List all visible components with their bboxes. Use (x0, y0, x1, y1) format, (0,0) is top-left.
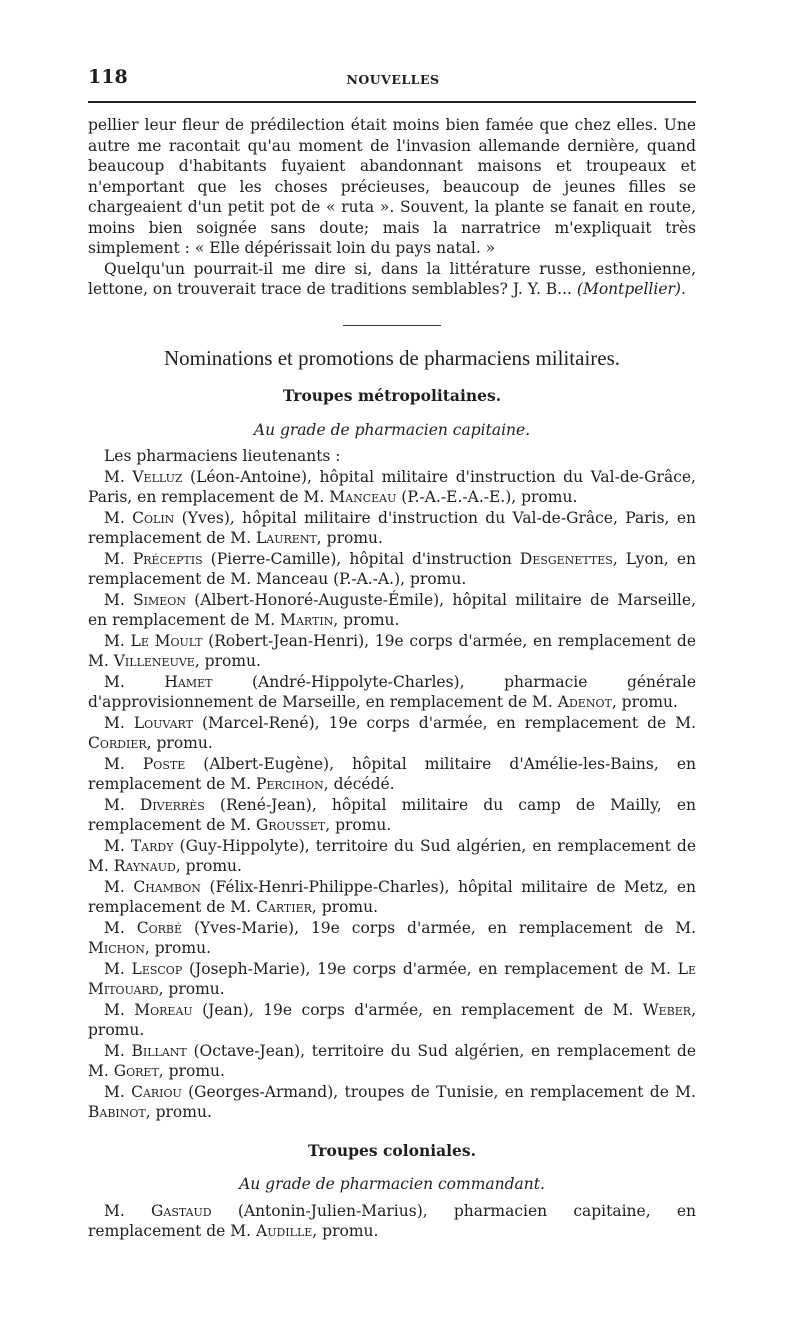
honorific: M. (104, 631, 131, 650)
nomination-details: (Yves-Marie), 19e corps d'armée, en remplacement de M. (182, 918, 696, 937)
intro-paragraph: pellier leur fleur de prédilection était moins bien famée que chez elles. Une autre me racontait qu'au moment de l'invasion allemande dernière, quand beaucoup d'habitants fuyaient abandonnant maisons et troupeaux et n'emportant que les choses précieuses, beaucoup de jeunes filles se chargeaient d'un petit pot de « ruta ». Souvent, la plante se fanait en route, moins bien soignée sans doute; mais la narratrice m'expliquait très simplement : « Elle dépérissait loin du pays natal. » (88, 116, 696, 257)
page-body (88, 115, 696, 1242)
header-rule (88, 101, 696, 103)
nomination-details: (Georges-Armand), troupes de Tunisie, en remplacement de M. (181, 1082, 696, 1101)
replaced-name: Weber (642, 1000, 692, 1019)
nomination-status: , promu. (611, 693, 678, 711)
nomination-status: , promu. (312, 1222, 379, 1240)
nomination-details: (Félix-Henri-Philippe-Charles), hôpital militaire de Metz, en remplacement de M. (88, 877, 696, 916)
nomination-status: , promu. (333, 611, 400, 629)
nomination-details: (Guy-Hippolyte), territoire du Sud algérien, en remplacement de M. (88, 836, 696, 875)
honorific: M. (104, 754, 143, 773)
pharmacist-name: Lescop (131, 959, 183, 978)
nomination-status: , promu. (145, 1103, 212, 1121)
nomination-status: , promu. (146, 734, 213, 752)
nomination-status: , décédé. (323, 775, 395, 793)
nomination-entry (88, 713, 696, 754)
replaced-name: Manceau (329, 488, 397, 506)
replaced-name: Raynaud (113, 857, 176, 875)
nomination-details: (Antonin-Julien-Marius), pharmacien capitaine, en remplacement de M. (88, 1201, 696, 1240)
pharmacist-name: Gastaud (151, 1201, 212, 1220)
pharmacist-name: Moreau (134, 1000, 193, 1019)
replaced-name: Desgenettes (519, 549, 613, 568)
running-title: NOUVELLES (346, 72, 440, 87)
nomination-details: (Octave-Jean), territoire du Sud algérien, en remplacement de M. (88, 1041, 696, 1080)
replaced-name: Villeneuve (113, 652, 195, 670)
replaced-name: Babinot (88, 1103, 146, 1121)
pharmacist-name: Corbé (136, 918, 183, 937)
pharmacist-name: Velluz (132, 467, 183, 486)
pharmacist-name: Chambon (133, 877, 201, 896)
spacer (88, 1123, 696, 1141)
replaced-name: Le Mitouard (88, 959, 696, 998)
nomination-status: , promu. (144, 939, 211, 957)
replaced-name: Laurent (256, 529, 317, 547)
nomination-status: , promu. (316, 529, 383, 547)
nomination-entry (88, 918, 696, 959)
nomination-entry (88, 877, 696, 918)
query-text: Quelqu'un pourrait-il me dire si, dans la littérature russe, esthonienne, lettone, on trouverait trace de traditions semblables? (88, 259, 696, 298)
replaced-name: Michon (88, 939, 145, 957)
pharmacist-name: Hamet (164, 672, 213, 691)
honorific: M. (104, 508, 133, 527)
nomination-status: , promu. (175, 857, 242, 875)
lead-text: Les pharmaciens lieutenants : (104, 447, 341, 465)
nomination-details: (Albert-Honoré-Auguste-Émile), hôpital militaire de Marseille, en remplacement de M. (88, 590, 696, 629)
replaced-name: Cartier (256, 898, 312, 916)
nominations-list (88, 467, 696, 1123)
nomination-entry (88, 1082, 696, 1123)
replaced-name: Martin (280, 611, 334, 629)
replaced-name: Audille (256, 1222, 313, 1240)
honorific: M. (104, 1201, 151, 1220)
honorific: M. (104, 959, 132, 978)
grade-heading-captain: Au grade de pharmacien capitaine. (253, 420, 531, 439)
colonial-list (88, 1201, 696, 1242)
honorific: M. (104, 549, 133, 568)
replaced-name: Cordier (88, 734, 147, 752)
nomination-entry (88, 836, 696, 877)
article-title: Nominations et promotions de pharmaciens militaires. (163, 345, 621, 370)
pharmacist-name: Le Moult (130, 631, 203, 650)
pharmacist-name: Tardy (130, 836, 174, 855)
replaced-name: Grousset (256, 816, 326, 834)
nomination-status: , promu. (158, 980, 225, 998)
pharmacist-name: Billant (131, 1041, 187, 1060)
nomination-entry (88, 631, 696, 672)
nomination-details: (Léon-Antoine), hôpital militaire d'instruction du Val-de-Grâce, Paris, en remplacement de M. (88, 467, 696, 506)
nomination-details: (Albert-Eugène), hôpital militaire d'Amélie-les-Bains, en remplacement de M. (88, 754, 696, 793)
pharmacist-name: Louvart (133, 713, 193, 732)
honorific: M. (104, 1000, 135, 1019)
section-heading-metropolitan: Troupes métropolitaines. (282, 386, 502, 405)
section-separator (343, 325, 441, 326)
honorific: M. (104, 1041, 132, 1060)
nomination-status: , promu. (325, 816, 392, 834)
nomination-details: (Jean), 19e corps d'armée, en remplacement de M. (192, 1000, 643, 1019)
pharmacist-name: Simeon (133, 590, 186, 609)
nomination-entry (88, 1000, 696, 1041)
author-place: (Montpellier). (576, 280, 686, 298)
pharmacist-name: Préceptis (132, 549, 203, 568)
honorific: M. (104, 1082, 132, 1101)
nomination-details: (René-Jean), hôpital militaire du camp de Mailly, en remplacement de M. (88, 795, 696, 834)
pharmacist-name: Diverrès (139, 795, 205, 814)
honorific: M. (104, 713, 134, 732)
nomination-entry (88, 959, 696, 1000)
replaced-name: Goret (113, 1062, 159, 1080)
honorific: M. (104, 918, 137, 937)
nomination-details: (Marcel-René), 19e corps d'armée, en remplacement de M. (192, 713, 696, 732)
honorific: M. (104, 836, 131, 855)
honorific: M. (104, 590, 134, 609)
honorific: M. (104, 795, 140, 814)
nomination-details: (André-Hippolyte-Charles), pharmacie générale d'approvisionnement de Marseille, en remplacement de M. (88, 672, 696, 711)
nomination-entry (88, 754, 696, 795)
pharmacist-name: Poste (142, 754, 186, 773)
nomination-entry (88, 672, 696, 713)
nomination-details: (Joseph-Marie), 19e corps d'armée, en remplacement de M. (182, 959, 678, 978)
nomination-entry (88, 1041, 696, 1082)
pharmacist-name: Cariou (131, 1082, 182, 1101)
nomination-status: , Lyon, en remplacement de M. Manceau (P.-A.-A.), promu. (88, 549, 696, 588)
section-heading-colonial: Troupes coloniales. (307, 1140, 477, 1160)
honorific: M. (104, 467, 133, 486)
author-signature: J. Y. B... (512, 280, 572, 298)
nomination-details: (Yves), hôpital militaire d'instruction du Val-de-Grâce, Paris, en remplacement de M. (88, 508, 696, 547)
nomination-status: , promu. (88, 1000, 696, 1039)
honorific: M. (104, 672, 165, 691)
page-number: 118 (88, 66, 128, 88)
nomination-status: , promu. (158, 1062, 225, 1080)
page-header (88, 66, 698, 96)
nomination-details: (Pierre-Camille), hôpital d'instruction (202, 549, 520, 568)
replaced-name: Adenot (557, 693, 612, 711)
nomination-status: , promu. (311, 898, 379, 916)
pharmacist-name: Colin (132, 508, 175, 527)
nomination-entry (88, 795, 696, 836)
nomination-entry (88, 467, 696, 508)
honorific: M. (104, 877, 134, 896)
nomination-status: (P.-A.-E.-A.-E.), promu. (396, 488, 578, 506)
nomination-entry (88, 549, 696, 590)
nomination-entry (88, 1201, 696, 1242)
nomination-details: (Robert-Jean-Henri), 19e corps d'armée, en remplacement de M. (88, 631, 696, 670)
nomination-entry (88, 508, 696, 549)
replaced-name: Percihon (256, 775, 324, 793)
nomination-status: , promu. (194, 652, 261, 670)
grade-heading-commander: Au grade de pharmacien commandant. (239, 1175, 545, 1193)
nomination-entry (88, 590, 696, 631)
query-paragraph (88, 259, 696, 300)
